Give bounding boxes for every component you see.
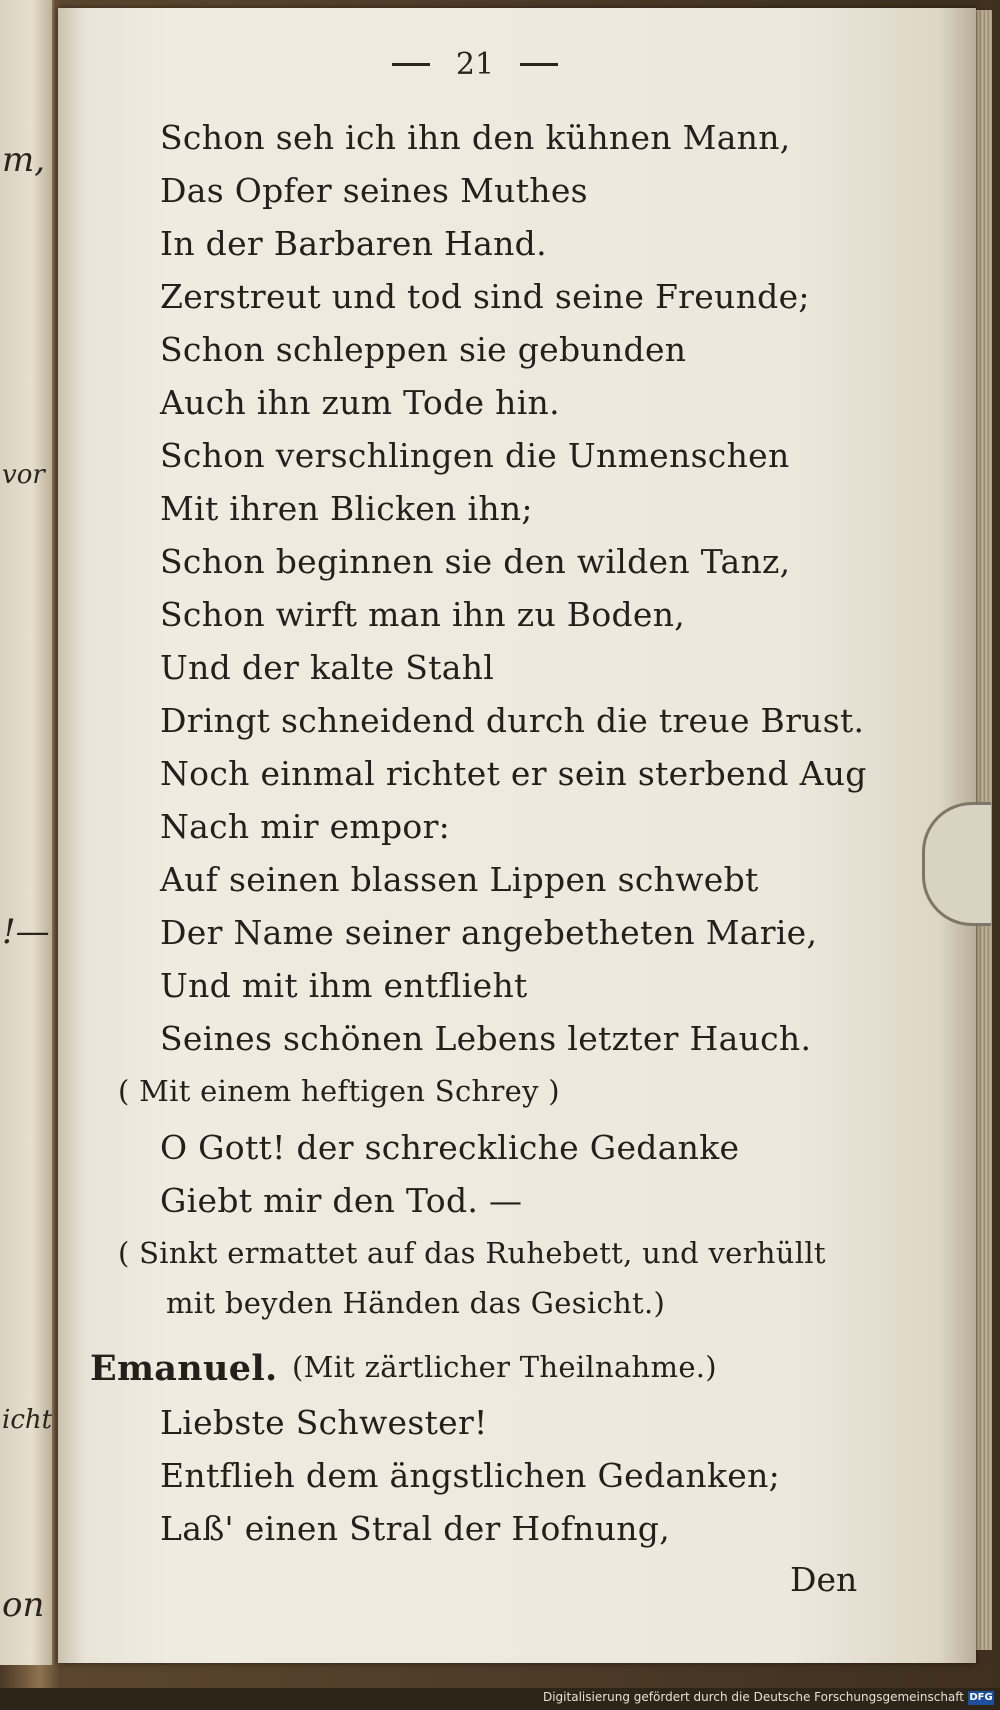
verse-line: Schon verschlingen die Unmenschen xyxy=(160,436,790,475)
verse-line: Schon seh ich ihn den kühnen Mann, xyxy=(160,118,791,157)
catchword: Den xyxy=(790,1560,858,1599)
header-dash-right xyxy=(520,63,558,66)
verse-line: Schon wirft man ihn zu Boden, xyxy=(160,595,686,634)
page-number: 21 xyxy=(455,46,495,82)
verse-line: Laß' einen Stral der Hofnung, xyxy=(160,1509,671,1548)
facing-page-fragment: m, xyxy=(2,140,46,180)
speaker-direction: (Mit zärtlicher Theilnahme.) xyxy=(292,1350,717,1384)
verse-line: Liebste Schwester! xyxy=(160,1403,488,1442)
verse-line: Mit ihren Blicken ihn; xyxy=(160,489,533,528)
header-dash-left xyxy=(392,63,430,66)
facing-page-fragment: vor xyxy=(2,460,45,490)
verse-line: Der Name seiner angebetheten Marie, xyxy=(160,913,818,952)
facing-page-edge xyxy=(0,0,54,1665)
verse-line: Seines schönen Lebens letzter Hauch. xyxy=(160,1019,812,1058)
verse-line: Schon beginnen sie den wilden Tanz, xyxy=(160,542,791,581)
verse-line: Nach mir empor: xyxy=(160,807,451,846)
verse-line: Auch ihn zum Tode hin. xyxy=(160,383,560,422)
verse-line: O Gott! der schreckliche Gedanke xyxy=(160,1128,740,1167)
bookmark-tab xyxy=(922,802,991,926)
verse-line: Schon schleppen sie gebunden xyxy=(160,330,687,369)
verse-line: Noch einmal richtet er sein sterbend Aug xyxy=(160,754,867,793)
stage-direction: mit beyden Händen das Gesicht.) xyxy=(166,1286,666,1320)
stage-direction: ( Sinkt ermattet auf das Ruhebett, und verhüllt xyxy=(118,1236,826,1270)
verse-line: Giebt mir den Tod. — xyxy=(160,1181,523,1220)
page-header xyxy=(360,44,590,84)
stage-direction: ( Mit einem heftigen Schrey ) xyxy=(118,1074,560,1108)
speaker-name: Emanuel. xyxy=(90,1348,278,1389)
footer-credit: Digitalisierung gefördert durch die Deutsche Forschungsgemeinschaft xyxy=(542,1690,964,1704)
verse-line: Dringt schneidend durch die treue Brust. xyxy=(160,701,865,740)
verse-line: In der Barbaren Hand. xyxy=(160,224,547,263)
dfg-logo-icon: DFG xyxy=(969,1692,993,1703)
verse-line: Das Opfer seines Muthes xyxy=(160,171,588,210)
facing-page-fragment: on xyxy=(2,1585,45,1625)
verse-line: Entflieh dem ängstlichen Gedanken; xyxy=(160,1456,781,1495)
verse-line: Zerstreut und tod sind seine Freunde; xyxy=(160,277,810,316)
verse-line: Und mit ihm entflieht xyxy=(160,966,528,1005)
facing-page-fragment: !— xyxy=(2,912,50,952)
verse-line: Auf seinen blassen Lippen schwebt xyxy=(160,860,759,899)
verse-line: Und der kalte Stahl xyxy=(160,648,495,687)
facing-page-fragment: icht xyxy=(2,1405,53,1435)
